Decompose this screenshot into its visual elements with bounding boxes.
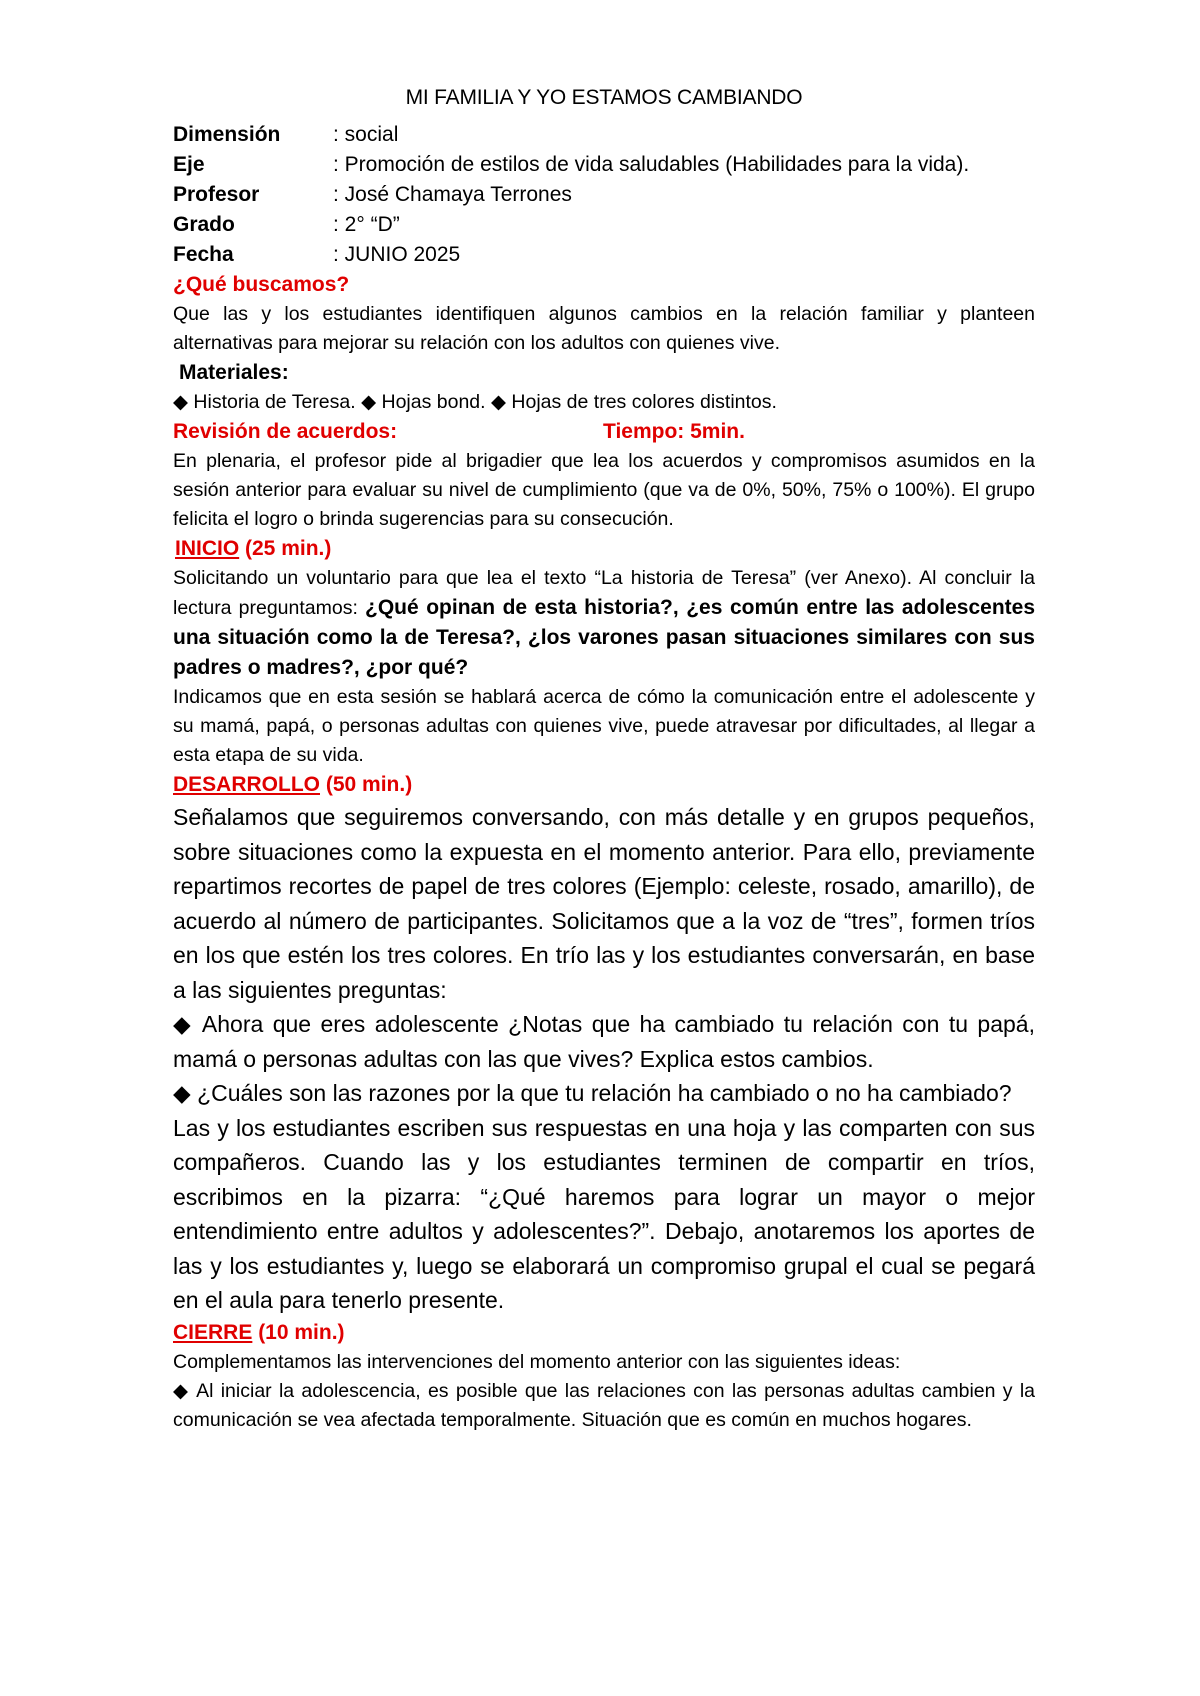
- inicio-text-b: Indicamos que en esta sesión se hablará acerca de cómo la comunicación entre el adolescente y su mamá, papá, o personas adultas con quienes vive, puede atravesar por dificultades, al llegar a esta etapa de su vida.: [173, 686, 1035, 766]
- meta-label: Eje: [173, 153, 205, 176]
- meta-row-eje: [173, 150, 1035, 180]
- inicio-questions: ¿Qué opinan de esta historia?, ¿es común entre las adolescentes una situación como la de Teresa?, ¿los varones pasan situaciones similares con sus padres o madres?, ¿por qué?: [173, 596, 1035, 679]
- desarrollo-q2-text: ¿Cuáles son las razones por la que tu relación ha cambiado o no ha cambiado?: [197, 1080, 1012, 1106]
- cierre-idea1-text: Al iniciar la adolescencia, es posible que las relaciones con las personas adultas cambien y la comunicación se vea afectada temporalmente. Situación que es común en muchos hogares.: [173, 1379, 1035, 1431]
- revision-heading-row: [173, 417, 1035, 447]
- desarrollo-text-a: Señalamos que seguiremos conversando, con más detalle y en grupos pequeños, sobre situaciones como la expuesta en el momento anterior. Para ello, previamente repartimos recortes de papel de tres colores (Ejemplo: celeste, rosado, amarillo), de acuerdo al número de participantes. Solicitamos que a la voz de “tres”, formen tríos en los que estén los tres colores. En trío las y los estudiantes conversarán, en base a las siguientes preguntas:: [173, 804, 1035, 1003]
- materiales-item: Hojas bond.: [381, 391, 486, 413]
- inicio-text-a: Solicitando un voluntario para que lea el texto “La historia de Teresa” (ver Anexo). Al concluir la lectura preguntamos:: [173, 567, 1035, 619]
- inicio-text: [173, 564, 1035, 683]
- que-buscamos-heading: ¿Qué buscamos?: [173, 273, 350, 296]
- bullet-icon: ◆: [173, 1080, 191, 1106]
- meta-value: : JUNIO 2025: [333, 243, 461, 266]
- materiales-list: [173, 388, 1035, 417]
- inicio-heading-row: [173, 534, 1035, 564]
- meta-label: Grado: [173, 213, 235, 236]
- meta-value: : social: [333, 123, 399, 146]
- meta-value: : José Chamaya Terrones: [333, 183, 572, 206]
- meta-label: Dimensión: [173, 123, 281, 146]
- meta-value: : Promoción de estilos de vida saludables (Habilidades para la vida).: [333, 153, 970, 176]
- cierre-idea1: [173, 1377, 1035, 1435]
- cierre-heading-row: [173, 1318, 1035, 1348]
- document-page: [173, 86, 1035, 1435]
- meta-block: [173, 120, 1035, 270]
- document-title: MI FAMILIA Y YO ESTAMOS CAMBIANDO: [405, 86, 803, 109]
- meta-row-fecha: [173, 240, 1035, 270]
- desarrollo-time: (50 min.): [320, 773, 413, 796]
- bullet-icon: ◆: [490, 391, 506, 413]
- meta-row-profesor: [173, 180, 1035, 210]
- materiales-item: Hojas de tres colores distintos.: [511, 391, 777, 413]
- desarrollo-text-b: Las y los estudiantes escriben sus respuestas en una hoja y las comparten con sus compañeros. Cuando las y los estudiantes terminen de compartir en tríos, escribimos en la pizarra: “¿Qué haremos para lograr un mayor o mejor entendimiento entre adultos y adolescentes?”. Debajo, anotaremos los aportes de las y los estudiantes y, luego se elaborará un compromiso grupal el cual se pegará en el aula para tenerlo presente.: [173, 1114, 1035, 1313]
- desarrollo-q2: [173, 1076, 1035, 1111]
- revision-time: Tiempo: 5min.: [603, 420, 745, 443]
- desarrollo-heading: DESARROLLO: [173, 773, 320, 796]
- desarrollo-heading-row: [173, 770, 1035, 800]
- bullet-icon: ◆: [173, 391, 188, 413]
- inicio-time: (25 min.): [239, 537, 332, 560]
- meta-row-grado: [173, 210, 1035, 240]
- bullet-icon: ◆: [361, 391, 377, 413]
- bullet-icon: ◆: [173, 1379, 190, 1402]
- cierre-text-a: Complementamos las intervenciones del momento anterior con las siguientes ideas:: [173, 1350, 901, 1373]
- cierre-heading: CIERRE: [173, 1320, 253, 1344]
- revision-heading: Revisión de acuerdos:: [173, 420, 398, 443]
- meta-label: Profesor: [173, 183, 260, 206]
- cierre-time: (10 min.): [252, 1320, 345, 1344]
- bullet-icon: ◆: [173, 1011, 194, 1037]
- meta-row-dimension: [173, 120, 1035, 150]
- inicio-heading: INICIO: [175, 537, 240, 560]
- meta-label: Fecha: [173, 243, 234, 266]
- meta-value: : 2° “D”: [333, 213, 400, 236]
- materiales-item: Historia de Teresa.: [193, 391, 356, 413]
- que-buscamos-text: Que las y los estudiantes identifiquen algunos cambios en la relación familiar y planteen alternativas para mejorar su relación con los adultos con quienes vive.: [173, 303, 1035, 354]
- materiales-heading: Materiales:: [179, 361, 289, 384]
- revision-text: En plenaria, el profesor pide al brigadier que lea los acuerdos y compromisos asumidos en la sesión anterior para evaluar su nivel de cumplimiento (que va de 0%, 50%, 75% o 100%). El grupo felicita el logro o brinda sugerencias para su consecución.: [173, 450, 1035, 530]
- desarrollo-q1: [173, 1007, 1035, 1076]
- desarrollo-q1-text: Ahora que eres adolescente ¿Notas que ha cambiado tu relación con tu papá, mamá o personas adultas con las que vives? Explica estos cambios.: [173, 1011, 1035, 1072]
